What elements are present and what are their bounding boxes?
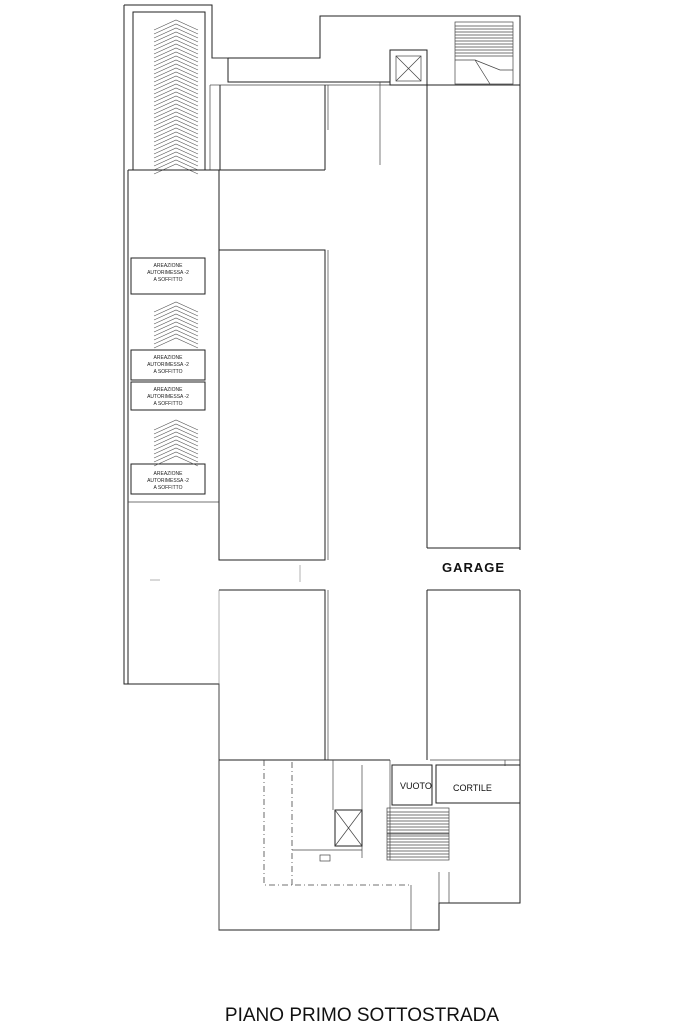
ramp-chevron bbox=[154, 144, 198, 154]
ramp-chevron bbox=[154, 156, 198, 166]
ramp-chevron bbox=[154, 124, 198, 134]
stair-top bbox=[455, 22, 513, 84]
svg-text:AUTORIMESSA -2: AUTORIMESSA -2 bbox=[147, 362, 189, 368]
vent-label-1 bbox=[147, 263, 189, 283]
vent-label-2 bbox=[147, 355, 189, 375]
ramp-chevron bbox=[154, 60, 198, 70]
ramp-chevron bbox=[154, 72, 198, 82]
ramp-chevron bbox=[154, 92, 198, 102]
ramp-chevron bbox=[154, 132, 198, 142]
svg-text:A SOFFITTO: A SOFFITTO bbox=[153, 485, 183, 491]
ramp-chevron bbox=[154, 302, 198, 312]
ramp-chevron bbox=[154, 318, 198, 328]
ramp-chevron bbox=[154, 88, 198, 98]
svg-text:AREAZIONE: AREAZIONE bbox=[153, 387, 183, 393]
ramp-chevron bbox=[154, 322, 198, 332]
ramp-chevron bbox=[154, 32, 198, 42]
ramp-chevron bbox=[154, 104, 198, 114]
ramp-chevron bbox=[154, 136, 198, 146]
svg-text:AUTORIMESSA -2: AUTORIMESSA -2 bbox=[147, 478, 189, 484]
ramp-chevron bbox=[154, 112, 198, 122]
ramp-chevron bbox=[154, 56, 198, 66]
ramp-chevron bbox=[154, 440, 198, 450]
ramp-chevron bbox=[154, 64, 198, 74]
svg-text:A SOFFITTO: A SOFFITTO bbox=[153, 369, 183, 375]
cortile-label: CORTILE bbox=[453, 783, 492, 793]
ramp-chevron bbox=[154, 326, 198, 336]
ramp-chevron bbox=[154, 44, 198, 54]
ramp-chevron bbox=[154, 164, 198, 174]
ramp-chevron bbox=[154, 314, 198, 324]
ramp-chevron bbox=[154, 116, 198, 126]
ramp-chevron bbox=[154, 444, 198, 454]
ramp-chevron bbox=[154, 108, 198, 118]
ramp-chevron bbox=[154, 48, 198, 58]
ramp-chevron bbox=[154, 334, 198, 344]
ramp-chevron bbox=[154, 428, 198, 438]
left-lane bbox=[128, 170, 219, 684]
upper-rooms bbox=[128, 58, 520, 548]
top-ramp-shaft bbox=[133, 12, 220, 174]
ramp-chevron bbox=[154, 40, 198, 50]
ramp-chevron bbox=[154, 140, 198, 150]
svg-text:AUTORIMESSA -2: AUTORIMESSA -2 bbox=[147, 270, 189, 276]
ramp-chevron bbox=[154, 420, 198, 430]
svg-text:A SOFFITTO: A SOFFITTO bbox=[153, 401, 183, 407]
ramp-chevron bbox=[154, 84, 198, 94]
ramp-chevron bbox=[154, 120, 198, 130]
ramp-chevron bbox=[154, 424, 198, 434]
ramp-chevron bbox=[154, 432, 198, 442]
ramp-chevron bbox=[154, 76, 198, 86]
ramp-chevron bbox=[154, 128, 198, 138]
svg-text:A SOFFITTO: A SOFFITTO bbox=[153, 277, 183, 283]
ramp-chevron bbox=[154, 436, 198, 446]
ramp-chevron bbox=[154, 28, 198, 38]
svg-text:AUTORIMESSA -2: AUTORIMESSA -2 bbox=[147, 394, 189, 400]
ramp-chevron bbox=[154, 330, 198, 340]
plan-title: PIANO PRIMO SOTTOSTRADA bbox=[224, 1005, 500, 1024]
vent-label-4 bbox=[147, 471, 189, 491]
ramp-chevron bbox=[154, 152, 198, 162]
ramp-chevron bbox=[154, 448, 198, 458]
ramp-chevron bbox=[154, 80, 198, 90]
vuoto-label: VUOTO bbox=[400, 781, 432, 791]
central-rooms bbox=[150, 250, 328, 930]
ramp-chevron bbox=[154, 452, 198, 462]
ramp-chevron bbox=[154, 160, 198, 170]
ramp-chevron bbox=[154, 100, 198, 110]
elevator-top bbox=[390, 50, 427, 85]
ramp-chevron bbox=[154, 36, 198, 46]
garage-label: GARAGE bbox=[442, 560, 506, 575]
ramp-chevron bbox=[154, 20, 198, 30]
ramp-chevron bbox=[154, 148, 198, 158]
ramp-chevron bbox=[154, 306, 198, 316]
vent-label-3 bbox=[147, 387, 189, 407]
ramp-chevron bbox=[154, 68, 198, 78]
ramp-chevron bbox=[154, 338, 198, 348]
svg-text:AREAZIONE: AREAZIONE bbox=[153, 263, 183, 269]
ramp-chevron bbox=[154, 310, 198, 320]
ramp-chevron bbox=[154, 24, 198, 34]
right-lower-rooms bbox=[219, 548, 520, 766]
ramp-chevron bbox=[154, 52, 198, 62]
svg-text:AREAZIONE: AREAZIONE bbox=[153, 355, 183, 361]
ramp-chevron bbox=[154, 96, 198, 106]
svg-text:AREAZIONE: AREAZIONE bbox=[153, 471, 183, 477]
